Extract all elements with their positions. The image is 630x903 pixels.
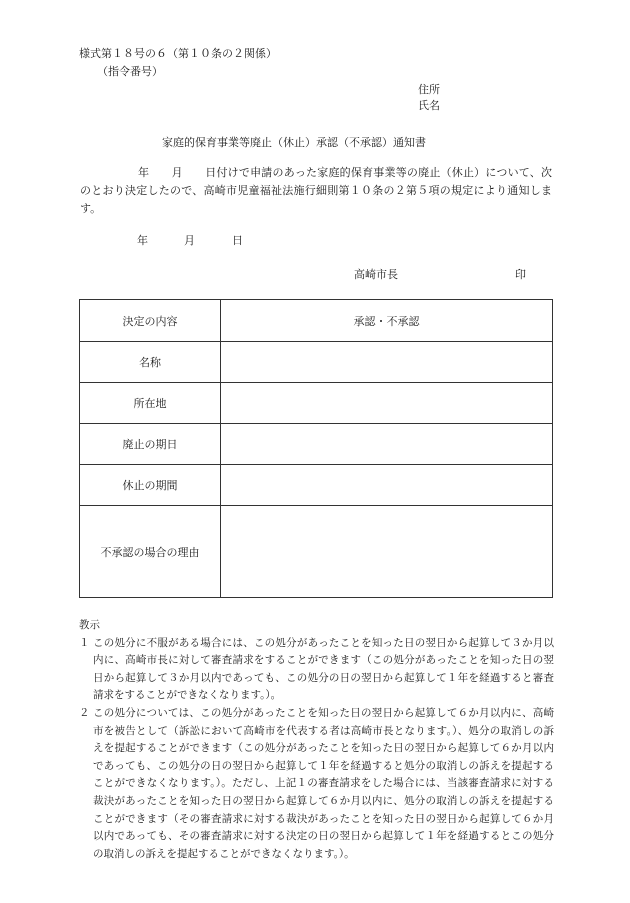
table-row — [80, 300, 553, 342]
row-label: 廃止の期日 — [80, 424, 221, 465]
date-day: 日 — [232, 234, 243, 247]
seal-mark: 印 — [515, 268, 526, 281]
date-year: 年 — [137, 234, 148, 247]
table-row — [80, 342, 553, 383]
date-month: 月 — [184, 234, 195, 247]
row-value — [221, 424, 553, 465]
instruction-number: １ — [79, 636, 90, 649]
row-value — [221, 342, 553, 383]
row-value — [221, 383, 553, 424]
designation-number: （指令番号） — [97, 65, 163, 78]
instruction-text: この処分に不服がある場合には、この処分があったことを知った日の翌日から起算して３か月以内に、高崎市長に対して審査請求をすることができます（この処分があったことを知った日の翌日から起算して３か月以内であっても、この処分の日の翌日から起算して１年を経過すると審査請求をすることができなくなります。）。 — [93, 636, 554, 702]
name-label: 氏名 — [418, 99, 440, 112]
instructions-section — [79, 617, 554, 863]
row-value — [221, 506, 553, 598]
table-row — [80, 465, 553, 506]
table-row — [80, 506, 553, 598]
row-label: 所在地 — [80, 383, 221, 424]
form-number: 様式第１８号の６（第１０条の２関係） — [79, 47, 277, 60]
document-title: 家庭的保育事業等廃止（休止）承認（不承認）通知書 — [162, 136, 426, 149]
row-label: 不承認の場合の理由 — [80, 506, 221, 598]
body-text: 年 月 日付けで申請のあった家庭的保育事業等の廃止（休止）について、次のとおり決定したので、高崎市児童福祉法施行細則第１０条の２第５項の規定により通知します。 — [80, 166, 552, 215]
row-label: 休止の期間 — [80, 465, 221, 506]
instruction-text: この処分については、この処分があったことを知った日の翌日から起算して６か月以内に、高崎市を被告として（訴訟において高崎市を代表する者は高崎市長となります。）、処分の取消しの訴えを提起することができます（この処分があったことを知った日の翌日から起算して６か月以内であっても、この処分の日の翌日から起算して１年を経過すると処分の取消しの訴えを提起することができなくなります。）。ただし、上記１の審査請求をした場合には、当該審査請求に対する裁決があったことを知った日の翌日から起算して６か月以内に、処分の取消しの訴えを提起することができます（その審査請求に対する裁決があったことを知った日の翌日から起算して６か月以内であっても、その審査請求に対する決定の日の翌日から起算して１年を経過するとこの処分の取消しの訴えを提起することができなくなります。）。 — [93, 706, 554, 860]
table-row — [80, 383, 553, 424]
row-value — [221, 465, 553, 506]
row-label: 決定の内容 — [80, 300, 221, 342]
instructions-heading: 教示 — [79, 619, 100, 631]
address-label: 住所 — [418, 83, 440, 96]
row-value: 承認・不承認 — [221, 300, 553, 342]
instruction-number: ２ — [79, 706, 90, 719]
issuer-name: 高崎市長 — [354, 268, 398, 281]
row-label: 名称 — [80, 342, 221, 383]
instruction-item — [79, 635, 554, 705]
instruction-item — [79, 705, 554, 863]
decision-table — [79, 299, 553, 598]
table-row — [80, 424, 553, 465]
